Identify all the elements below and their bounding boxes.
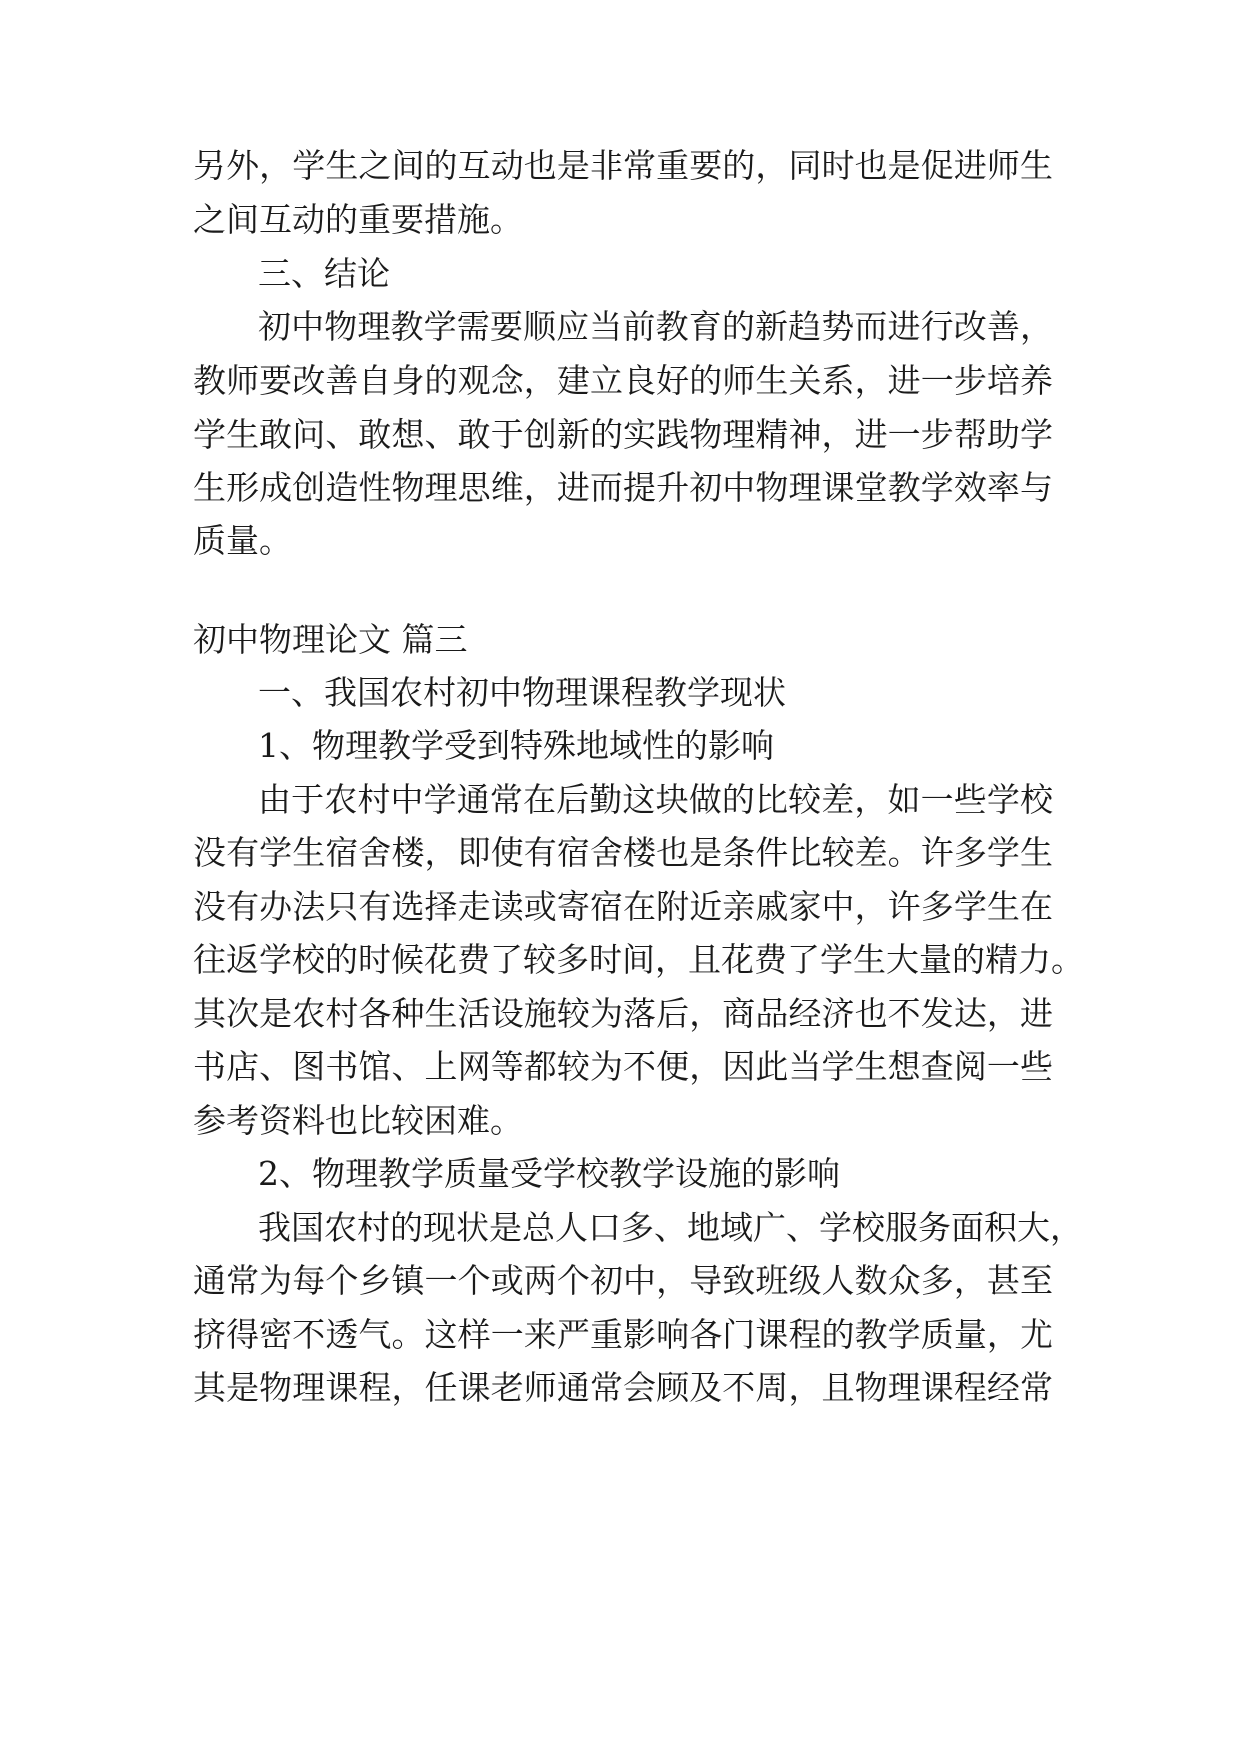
body-text-line: 挤得密不透气。这样一来严重影响各门课程的教学质量，尤 bbox=[193, 1315, 1053, 1354]
body-text-line: 另外，学生之间的互动也是非常重要的，同时也是促进师生 bbox=[193, 146, 1053, 185]
body-text-line: 由于农村中学通常在后勤这块做的比较差，如一些学校 bbox=[258, 780, 1053, 819]
body-text-line: 没有学生宿舍楼，即使有宿舍楼也是条件比较差。许多学生 bbox=[193, 833, 1053, 872]
body-text-line: 生形成创造性物理思维，进而提升初中物理课堂教学效率与 bbox=[193, 468, 1053, 507]
body-text-line: 教师要改善自身的观念，建立良好的师生关系，进一步培养 bbox=[193, 361, 1053, 400]
section-heading: 一、我国农村初中物理课程教学现状 bbox=[258, 673, 786, 712]
body-text-line: 我国农村的现状是总人口多、地域广、学校服务面积大， bbox=[258, 1208, 1083, 1247]
body-text-line: 参考资料也比较困难。 bbox=[193, 1101, 523, 1140]
body-text-line: 初中物理教学需要顺应当前教育的新趋势而进行改善， bbox=[258, 307, 1053, 346]
body-text-line: 其次是农村各种生活设施较为落后，商品经济也不发达，进 bbox=[193, 994, 1053, 1033]
body-text-line: 通常为每个乡镇一个或两个初中，导致班级人数众多，甚至 bbox=[193, 1261, 1053, 1300]
body-text-line: 之间互动的重要措施。 bbox=[193, 200, 523, 239]
body-text-line: 往返学校的时候花费了较多时间，且花费了学生大量的精力。 bbox=[193, 940, 1084, 979]
subsection-heading: 2、物理教学质量受学校教学设施的影响 bbox=[258, 1154, 840, 1193]
subsection-heading: 1、物理教学受到特殊地域性的影响 bbox=[258, 726, 774, 765]
body-text-line: 没有办法只有选择走读或寄宿在附近亲戚家中，许多学生在 bbox=[193, 887, 1053, 926]
body-text-line: 书店、图书馆、上网等都较为不便，因此当学生想查阅一些 bbox=[193, 1047, 1053, 1086]
body-text-line: 其是物理课程，任课老师通常会顾及不周，且物理课程经常 bbox=[193, 1368, 1053, 1407]
body-text-line: 质量。 bbox=[193, 521, 292, 560]
body-text-line: 学生敢问、敢想、敢于创新的实践物理精神，进一步帮助学 bbox=[193, 415, 1053, 454]
section-heading: 三、结论 bbox=[258, 254, 390, 293]
article-title: 初中物理论文 篇三 bbox=[193, 620, 468, 659]
